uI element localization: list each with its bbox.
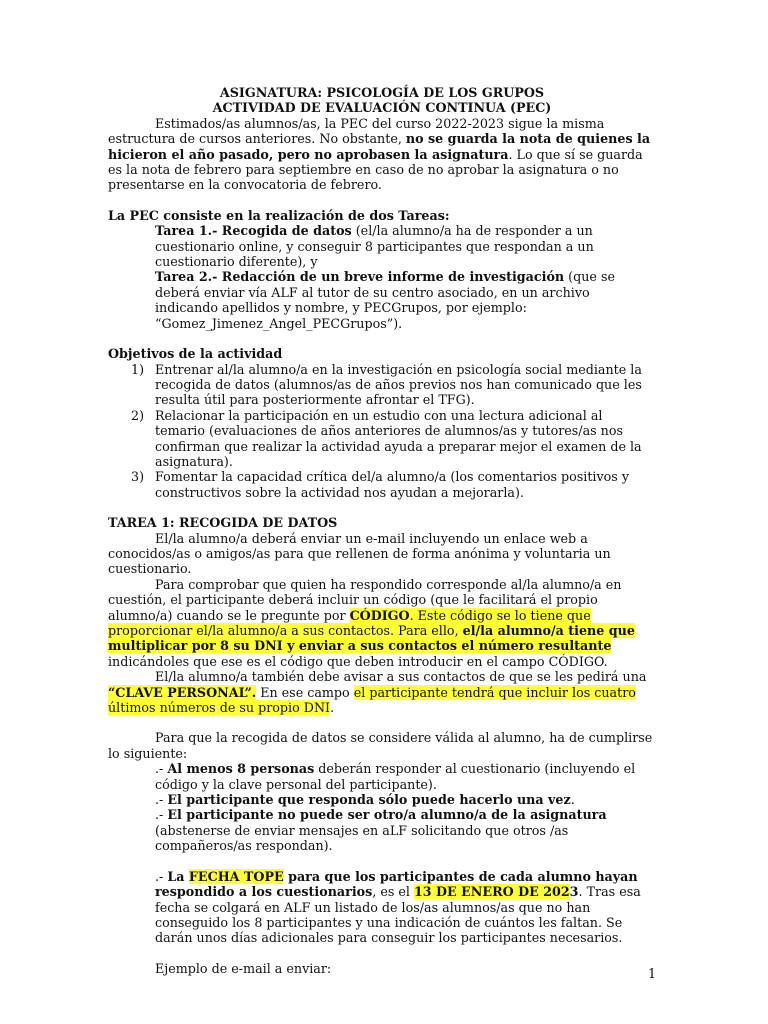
list-item: 3) Fomentar la capacidad crítica del/a alumno/a (los comentarios positivos y constructivos sobre la actividad nos ayudan a mejorarla). <box>131 469 630 500</box>
title-asignatura: ASIGNATURA: PSICOLOGÍA DE LOS GRUPOS <box>219 85 545 100</box>
title-actividad: ACTIVIDAD DE EVALUACIÓN CONTINUA (PEC) <box>212 100 552 116</box>
task-2: Tarea 2.- Redacción de un breve informe de investigación (que se deberá enviar vía ALF al tutor de su centro asociado, en un archivo indicando apellidos y nombre, y PECGrupos, por ejemplo: “Gomez_Jimenez_Angel_PECGrupos”). <box>155 269 615 331</box>
tarea1-heading: TAREA 1: RECOGIDA DE DATOS <box>108 515 338 531</box>
requisitos-list <box>108 761 656 976</box>
objectives-heading: Objetivos de la actividad <box>108 346 283 362</box>
pec-heading: La PEC consiste en la realización de dos Tareas: <box>108 207 450 223</box>
requisitos-intro: Para que la recogida de datos se considere válida al alumno, ha de cumplirse lo siguiente: <box>108 730 653 761</box>
requisito-1: .- Al menos 8 personas deberán responder al cuestionario (incluyendo el código y la clave personal del participante). <box>155 761 636 792</box>
task-1: Tarea 1.- Recogida de datos (el/la alumno/a ha de responder a un cuestionario online, y conseguir 8 participantes que respondan a un cuestionario diferente), y <box>155 223 594 270</box>
tarea1-paragraph-1: El/la alumno/a deberá enviar un e-mail incluyendo un enlace web a conocidos/as o amigos/as para que rellenen de forma anónima y voluntaria un cuestionario. <box>108 530 611 577</box>
document-body <box>108 85 656 976</box>
intro-paragraph: Estimados/as alumnos/as, la PEC del curso 2022-2023 sigue la misma estructura de cursos anteriores. No obstante, no se guarda la nota de quienes la hicieron el año pasado, pero no aprobasen la asignatura. Lo que sí se guarda es la nota de febrero para septiembre en caso de no aprobar la asignatura o no presentarse en la convocatoria de febrero. <box>108 115 651 193</box>
ejemplo-email: Ejemplo de e-mail a enviar: <box>155 960 332 976</box>
page-number: 1 <box>648 966 657 981</box>
tarea1-paragraph-3: El/la alumno/a también debe avisar a sus contactos de que se les pedirá una “CLAVE PERSONAL”. En ese campo el participante tendrá que incluir los cuatro últimos números de su propio DNI. <box>108 669 647 716</box>
fecha-tope: .- La FECHA TOPE para que los participantes de cada alumno hayan respondido a los cuestionarios, es el 13 DE ENERO DE 2023. Tras esa fecha se colgará en ALF un listado de los/as alumnos/as que no han conseguido los 8 participantes y una indicación de cuántos les faltan. Se darán unos días adicionales para conseguir los participantes necesarios. <box>155 868 641 946</box>
list-item: 2) Relacionar la participación en un estudio con una lectura adicional al temario (evaluaciones de años anteriores de alumnos/as y tutores/as nos confirman que realizar la actividad ayuda a preparar mejor el examen de la asignatura). <box>131 407 642 469</box>
objectives-list <box>108 362 656 501</box>
tarea1-paragraph-2: Para comprobar que quien ha respondido corresponde al/la alumno/a en cuestión, el participante deberá incluir un código (que le facilitará el propio alumno/a) cuando se le pregunte por CÓDIGO. Este código se lo tiene que proporcionar el/la alumno/a a sus contactos. Para ello, el/la alumno/a tiene que multiplicar por 8 su DNI y enviar a sus contactos el número resultante indicándoles que ese es el código que deben introducir en el campo CÓDIGO. <box>108 576 635 669</box>
pec-tasks <box>108 223 656 331</box>
requisito-3: .- El participante no puede ser otro/a alumno/a de la asignatura (abstenerse de enviar mensajes en aLF solicitando que otros /as compañeros/as respondan). <box>155 807 607 854</box>
list-item: 1) Entrenar al/la alumno/a en la investigación en psicología social mediante la recogida de datos (alumnos/as de años previos nos han comunicado que les resulta útil para posteriormente afrontar el TFG). <box>131 361 642 408</box>
requisito-2: .- El participante que responda sólo puede hacerlo una vez. <box>155 792 575 808</box>
